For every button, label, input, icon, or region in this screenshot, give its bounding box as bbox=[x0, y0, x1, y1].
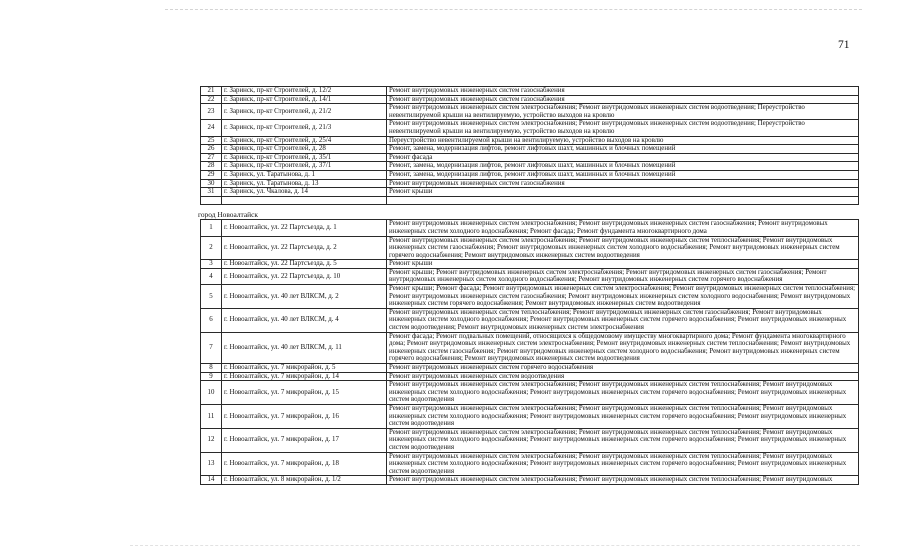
row-number-cell: 13 bbox=[201, 452, 222, 476]
works-cell: Ремонт внутридомовых инженерных систем водоотведения bbox=[387, 372, 859, 381]
address-cell: г. Заринск, пр-кт Строителей, д. 21/2 bbox=[222, 104, 387, 120]
works-cell: Ремонт внутридомовых инженерных систем теплоснабжения; Ремонт внутридомовых инженерных систем газоснабжения; Ремонт внутридомовых инженерных систем холодного водоснабжения; Ремонт внутридомовых инженерных систем горячего водоснабжения; Ремонт внутридомовых инженерных систем водоотведения; Ремонт внутридомовых инженерных систем электроснабжения bbox=[387, 308, 859, 332]
table-row bbox=[201, 332, 859, 363]
address-cell: г. Новоалтайск, ул. 8 микрорайон, д. 1/2 bbox=[222, 476, 387, 485]
address-cell: г. Новоалтайск, ул. 40 лет ВЛКСМ, д. 2 bbox=[222, 285, 387, 309]
works-cell: Ремонт крыши; Ремонт внутридомовых инженерных систем электроснабжения; Ремонт внутридомовых инженерных систем газоснабжения; Ремонт внутридомовых инженерных систем холодного водоснабжения; Ремонт внутридомовых инженерных систем горячего водоснабжения bbox=[387, 268, 859, 284]
works-cell: Ремонт крыши bbox=[387, 260, 859, 269]
table-row bbox=[201, 372, 859, 381]
table-row bbox=[201, 179, 859, 188]
address-cell: г. Заринск, пр-кт Строителей, д. 35/1 bbox=[222, 153, 387, 162]
works-cell: Ремонт внутридомовых инженерных систем электроснабжения; Ремонт внутридомовых инженерных систем водоотведения; Переустройство невентилируемой крыши на вентилируемую, устройство выходов на кровлю bbox=[387, 104, 859, 120]
city-heading: город Новоалтайск bbox=[198, 210, 258, 220]
table-body-empty bbox=[201, 196, 859, 205]
works-cell: Ремонт внутридомовых инженерных систем электроснабжения; Ремонт внутридомовых инженерных систем теплоснабжения; Ремонт внутридомовых инженерных систем холодного водоснабжения; Ремонт внутридомовых инженерных систем горячего водоснабжения; Ремонт внутридомовых инженерных систем водоотведения bbox=[387, 404, 859, 428]
row-number-cell: 29 bbox=[201, 170, 222, 179]
row-number-cell: 24 bbox=[201, 120, 222, 136]
table-row bbox=[201, 220, 859, 236]
table-row bbox=[201, 145, 859, 154]
row-number-cell: 14 bbox=[201, 476, 222, 485]
table-row bbox=[201, 260, 859, 269]
row-number-cell: 28 bbox=[201, 162, 222, 171]
table-body bbox=[201, 87, 859, 197]
row-number-cell: 8 bbox=[201, 364, 222, 373]
row-number-cell: 23 bbox=[201, 104, 222, 120]
works-cell: Ремонт крыши bbox=[387, 188, 859, 197]
row-number-cell: 4 bbox=[201, 268, 222, 284]
works-cell: Ремонт, замена, модернизация лифтов, ремонт лифтовых шахт, машинных и блочных помещений bbox=[387, 162, 859, 171]
table-row bbox=[201, 428, 859, 452]
table-row bbox=[201, 95, 859, 104]
row-number-cell: 31 bbox=[201, 188, 222, 197]
table-row bbox=[201, 170, 859, 179]
address-cell: г. Заринск, пр-кт Строителей, д. 28 bbox=[222, 145, 387, 154]
row-number-cell: 6 bbox=[201, 308, 222, 332]
row-number-cell: 5 bbox=[201, 285, 222, 309]
works-cell: Ремонт, замена, модернизация лифтов, ремонт лифтовых шахт, машинных и блочных помещений bbox=[387, 145, 859, 154]
address-cell: г. Заринск, пр-кт Строителей, д. 12/2 bbox=[222, 87, 387, 96]
works-cell: Ремонт, замена, модернизация лифтов, ремонт лифтовых шахт, машинных и блочных помещений bbox=[387, 170, 859, 179]
address-cell: г. Новоалтайск, ул. 7 микрорайон, д. 18 bbox=[222, 452, 387, 476]
address-cell: г. Новоалтайск, ул. 7 микрорайон, д. 15 bbox=[222, 381, 387, 405]
table-row bbox=[201, 452, 859, 476]
address-cell bbox=[222, 196, 387, 205]
row-number-cell: 10 bbox=[201, 381, 222, 405]
works-cell: Ремонт внутридомовых инженерных систем электроснабжения; Ремонт внутридомовых инженерных систем теплоснабжения; Ремонт внутридомовых инженерных систем холодного водоснабжения; Ремонт внутридомовых инженерных систем горячего водоснабжения; Ремонт внутридомовых инженерных систем водоотведения bbox=[387, 452, 859, 476]
row-number-cell: 22 bbox=[201, 95, 222, 104]
row-number-cell: 3 bbox=[201, 260, 222, 269]
table-row bbox=[201, 285, 859, 309]
address-cell: г. Заринск, ул. Чкалова, д. 14 bbox=[222, 188, 387, 197]
address-cell: г. Новоалтайск, ул. 7 микрорайон, д. 14 bbox=[222, 372, 387, 381]
works-cell: Ремонт крыши; Ремонт фасада; Ремонт внутридомовых инженерных систем электроснабжения; Ремонт внутридомовых инженерных систем теплоснабжения; Ремонт внутридомовых инженерных систем газоснабжения; Ремонт внутридомовых инженерных систем холодного водоснабжения; Ремонт внутридомовых инженерных систем горячего водоснабжения; Ремонт внутридомовых инженерных систем водоотведения bbox=[387, 285, 859, 309]
row-number-cell: 21 bbox=[201, 87, 222, 96]
address-cell: г. Новоалтайск, ул. 22 Партсъезда, д. 10 bbox=[222, 268, 387, 284]
table-row bbox=[201, 104, 859, 120]
works-cell: Переустройство невентилируемой крыши на вентилируемую, устройство выходов на кровлю bbox=[387, 136, 859, 145]
table-row bbox=[201, 87, 859, 96]
works-cell bbox=[387, 196, 859, 205]
row-number-cell: 2 bbox=[201, 236, 222, 260]
address-cell: г. Заринск, пр-кт Строителей, д. 14/1 bbox=[222, 95, 387, 104]
row-number-cell: 30 bbox=[201, 179, 222, 188]
address-cell: г. Заринск, ул. Таратынова, д. 1 bbox=[222, 170, 387, 179]
table-row bbox=[201, 476, 859, 485]
address-cell: г. Новоалтайск, ул. 7 микрорайон, д. 5 bbox=[222, 364, 387, 373]
works-cell: Ремонт внутридомовых инженерных систем электроснабжения; Ремонт внутридомовых инженерных систем теплоснабжения; Ремонт внутридомовых инженерных систем холодного водоснабжения; Ремонт внутридомовых инженерных систем горячего водоснабжения; Ремонт внутридомовых инженерных систем водоотведения bbox=[387, 428, 859, 452]
address-cell: г. Заринск, пр-кт Строителей, д. 25/4 bbox=[222, 136, 387, 145]
works-cell: Ремонт фасада; Ремонт подвальных помещений, относящихся к общедомовому имуществу многоквартирного дома; Ремонт фундамента многоквартирного дома; Ремонт внутридомовых инженерных систем электроснабжения; Ремонт внутридомовых инженерных систем теплоснабжения; Ремонт внутридомовых инженерных систем газоснабжения; Ремонт внутридомовых инженерных систем холодного водоснабжения; Ремонт внутридомовых инженерных систем горячего водоснабжения; Ремонт внутридомовых инженерных систем водоотведения bbox=[387, 332, 859, 363]
table-row bbox=[201, 153, 859, 162]
row-number-cell: 12 bbox=[201, 428, 222, 452]
row-number-cell: 26 bbox=[201, 145, 222, 154]
works-table-zarinsk bbox=[200, 86, 859, 205]
works-cell: Ремонт внутридомовых инженерных систем газоснабжения bbox=[387, 179, 859, 188]
row-number-cell bbox=[201, 196, 222, 205]
empty-table-row bbox=[201, 196, 859, 205]
table-row bbox=[201, 162, 859, 171]
works-cell: Ремонт внутридомовых инженерных систем электроснабжения; Ремонт внутридомовых инженерных систем теплоснабжения; Ремонт внутридомовых инженерных систем газоснабжения; Ремонт внутридомовых инженерных систем холодного водоснабжения; Ремонт внутридомовых инженерных систем горячего водоснабжения; Ремонт внутридомовых инженерных систем водоотведения bbox=[387, 236, 859, 260]
works-table-novoaltaysk bbox=[200, 219, 859, 485]
page-number: 71 bbox=[838, 39, 850, 51]
table-row bbox=[201, 268, 859, 284]
row-number-cell: 9 bbox=[201, 372, 222, 381]
table-body bbox=[201, 220, 859, 485]
table-row bbox=[201, 308, 859, 332]
address-cell: г. Заринск, ул. Таратынова, д. 13 bbox=[222, 179, 387, 188]
address-cell: г. Заринск, пр-кт Строителей, д. 21/3 bbox=[222, 120, 387, 136]
address-cell: г. Новоалтайск, ул. 40 лет ВЛКСМ, д. 4 bbox=[222, 308, 387, 332]
address-cell: г. Новоалтайск, ул. 22 Партсъезда, д. 1 bbox=[222, 220, 387, 236]
table-row bbox=[201, 236, 859, 260]
address-cell: г. Новоалтайск, ул. 7 микрорайон, д. 17 bbox=[222, 428, 387, 452]
row-number-cell: 7 bbox=[201, 332, 222, 363]
scan-edge-top-line bbox=[165, 9, 862, 10]
address-cell: г. Новоалтайск, ул. 22 Партсъезда, д. 2 bbox=[222, 236, 387, 260]
row-number-cell: 11 bbox=[201, 404, 222, 428]
works-cell: Ремонт внутридомовых инженерных систем электроснабжения; Ремонт внутридомовых инженерных систем теплоснабжения; Ремонт внутридомовых bbox=[387, 476, 859, 485]
address-cell: г. Новоалтайск, ул. 7 микрорайон, д. 16 bbox=[222, 404, 387, 428]
works-cell: Ремонт фасада bbox=[387, 153, 859, 162]
works-cell: Ремонт внутридомовых инженерных систем газоснабжения bbox=[387, 87, 859, 96]
table-row bbox=[201, 136, 859, 145]
table-row bbox=[201, 364, 859, 373]
address-cell: г. Заринск, пр-кт Строителей, д. 37/1 bbox=[222, 162, 387, 171]
row-number-cell: 27 bbox=[201, 153, 222, 162]
table-row bbox=[201, 404, 859, 428]
table-row bbox=[201, 120, 859, 136]
document-body bbox=[198, 86, 860, 485]
works-cell: Ремонт внутридомовых инженерных систем газоснабжения bbox=[387, 95, 859, 104]
works-cell: Ремонт внутридомовых инженерных систем горячего водоснабжения bbox=[387, 364, 859, 373]
works-cell: Ремонт внутридомовых инженерных систем электроснабжения; Ремонт внутридомовых инженерных систем теплоснабжения; Ремонт внутридомовых инженерных систем холодного водоснабжения; Ремонт внутридомовых инженерных систем горячего водоснабжения; Ремонт внутридомовых инженерных систем водоотведения bbox=[387, 381, 859, 405]
row-number-cell: 1 bbox=[201, 220, 222, 236]
works-cell: Ремонт внутридомовых инженерных систем электроснабжения; Ремонт внутридомовых инженерных систем газоснабжения; Ремонт внутридомовых инженерных систем холодного водоснабжения; Ремонт фасада; Ремонт фундамента многоквартирного дома bbox=[387, 220, 859, 236]
address-cell: г. Новоалтайск, ул. 40 лет ВЛКСМ, д. 11 bbox=[222, 332, 387, 363]
row-number-cell: 25 bbox=[201, 136, 222, 145]
table-row bbox=[201, 381, 859, 405]
address-cell: г. Новоалтайск, ул. 22 Партсъезда, д. 5 bbox=[222, 260, 387, 269]
scan-edge-bottom-line bbox=[130, 545, 860, 546]
works-cell: Ремонт внутридомовых инженерных систем электроснабжения; Ремонт внутридомовых инженерных систем водоотведения; Переустройство невентилируемой крыши на вентилируемую, устройство выходов на кровлю bbox=[387, 120, 859, 136]
table-row bbox=[201, 188, 859, 197]
